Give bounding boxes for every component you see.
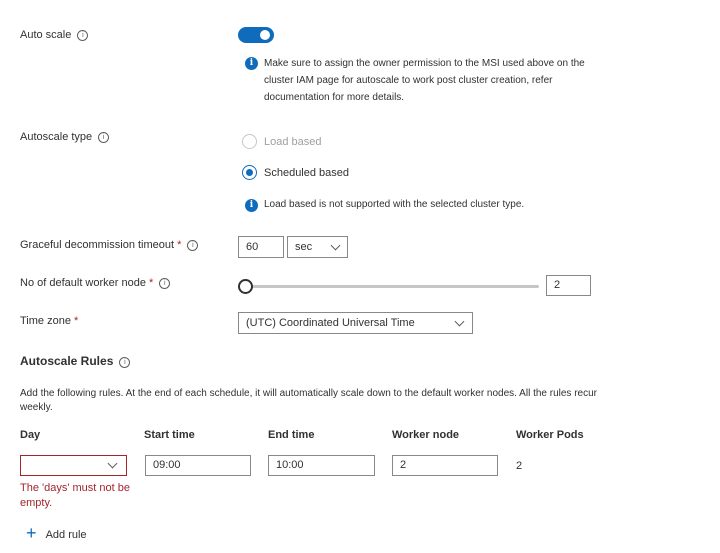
info-icon[interactable]: i — [98, 132, 109, 143]
rule-end-time-input[interactable]: 10:00 — [268, 455, 375, 476]
worker-node-slider-track[interactable] — [244, 285, 539, 288]
timezone-label: Time zone * — [20, 315, 79, 327]
info-icon[interactable]: i — [187, 240, 198, 251]
autoscale-rules-title: Autoscale Rules i — [20, 354, 130, 368]
day-error-message: The 'days' must not be empty. — [20, 482, 130, 509]
autoscale-msi-note: Make sure to assign the owner permission to the MSI used above on the cluster IAM page for autoscale to work post cluster creation, refer documentation for more details. — [264, 58, 585, 103]
info-icon[interactable]: i — [77, 30, 88, 41]
default-worker-node-label: No of default worker node * i — [20, 277, 170, 289]
rule-start-time-input[interactable]: 09:00 — [145, 455, 251, 476]
radio-scheduled-based[interactable] — [242, 165, 257, 180]
column-header-worker-node: Worker node — [392, 429, 460, 441]
toggle-knob — [260, 30, 270, 40]
add-rule-label: Add rule — [45, 529, 87, 541]
autoscale-type-label: Autoscale type i — [20, 131, 109, 143]
worker-node-slider-thumb[interactable] — [238, 279, 253, 294]
rule-worker-pods-value: 2 — [516, 460, 523, 472]
plus-icon: + — [26, 523, 37, 543]
timezone-select[interactable] — [238, 312, 473, 334]
info-icon[interactable]: i — [159, 278, 170, 289]
graceful-timeout-label: Graceful decommission timeout * i — [20, 239, 198, 251]
autoscale-toggle[interactable] — [238, 27, 274, 43]
rule-day-select[interactable] — [20, 455, 127, 476]
column-header-end-time: End time — [268, 429, 315, 441]
column-header-day: Day — [20, 429, 41, 441]
chevron-down-icon — [108, 459, 118, 469]
unit-select-value: sec — [295, 241, 313, 253]
chevron-down-icon — [331, 241, 341, 251]
add-rule-button[interactable] — [26, 523, 87, 543]
radio-scheduled-based-label: Scheduled based — [264, 167, 350, 179]
chevron-down-icon — [455, 317, 465, 327]
radio-load-based-label: Load based — [264, 136, 322, 148]
info-badge-icon: i — [245, 199, 258, 212]
graceful-timeout-input[interactable]: 60 — [238, 236, 284, 258]
autoscale-rules-description: Add the following rules. At the end of each schedule, it will automatically scale down to the default worker nodes. All the rules recur weekly. — [20, 388, 597, 413]
column-header-start-time: Start time — [144, 429, 195, 441]
radio-load-based[interactable] — [242, 134, 257, 149]
rule-worker-node-input[interactable]: 2 — [392, 455, 498, 476]
timezone-select-value: (UTC) Coordinated Universal Time — [246, 317, 415, 329]
autoscale-label: Auto scale i — [20, 29, 88, 41]
info-icon[interactable]: i — [119, 357, 130, 368]
graceful-timeout-unit-select[interactable] — [287, 236, 348, 258]
info-badge-icon: i — [245, 57, 258, 70]
default-worker-node-input[interactable]: 2 — [546, 275, 591, 296]
radio-selected-dot — [246, 169, 253, 176]
load-based-unsupported-note: Load based is not supported with the selected cluster type. — [264, 199, 525, 210]
column-header-worker-pods: Worker Pods — [516, 429, 584, 441]
